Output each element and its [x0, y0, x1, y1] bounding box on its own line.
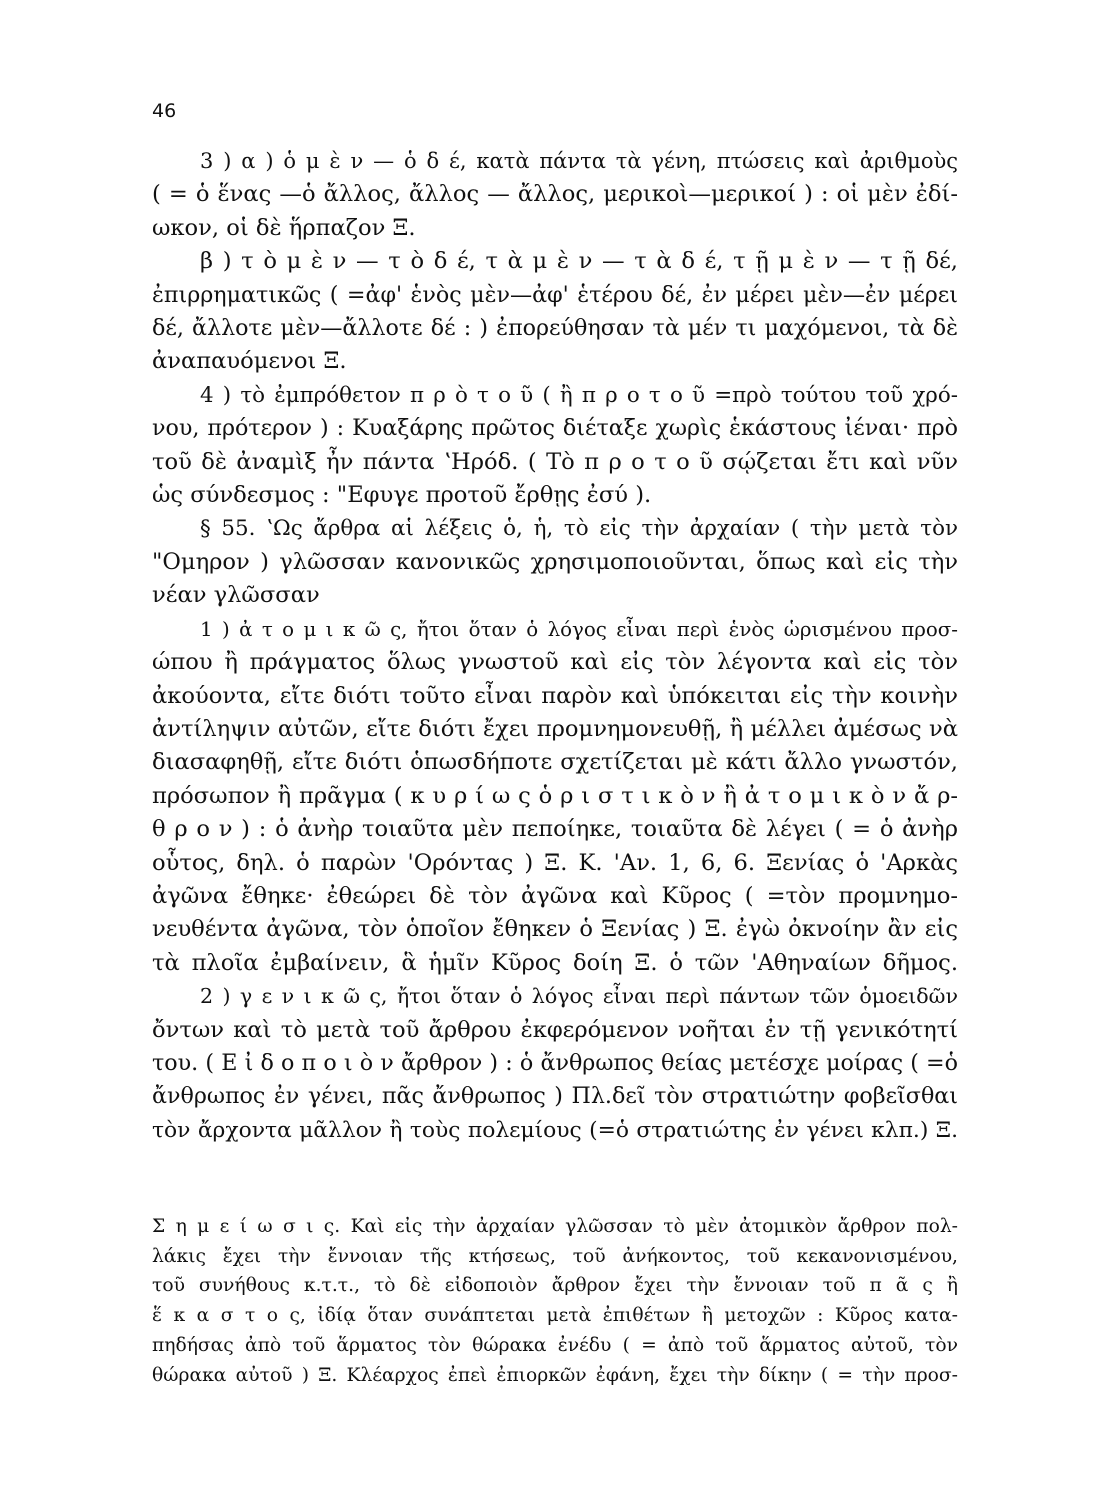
- text-line: 1 ) ἀ τ ο μ ι κ ῶ ς, ἤτοι ὅταν ὁ λόγος εἶναι περὶ ἑνὸς ὡρισμένου προσ-: [200, 617, 958, 641]
- text-line: ἀγῶνα ἔθηκε· ἐθεώρει δὲ τὸν ἀγῶνα καὶ Κῦρος ( =τὸν προμνημο-: [152, 882, 958, 909]
- text-line: πρόσωπον ἢ πρᾶγμα ( κ υ ρ ί ω ς ὁ ρ ι σ τ ι κ ὸ ν ἢ ἀ τ ο μ ι κ ὸ ν ἄ ρ-: [152, 782, 958, 809]
- page-number: 46: [152, 100, 177, 122]
- text-line: ὄντων καὶ τὸ μετὰ τοῦ ἄρθρου ἐκφερόμενον νοῆται ἐν τῇ γενικότητί: [152, 1016, 958, 1043]
- text-line: ὡς σύνδεσμος : "Εφυγε προτοῦ ἔρθῃς ἐσύ ).: [152, 482, 652, 509]
- text-line: 4 ) τὸ ἐμπρόθετον π ρ ὸ τ ο ῦ ( ἢ π ρ ο τ ο ῦ =πρὸ τούτου τοῦ χρό-: [200, 382, 958, 408]
- text-line: νευθέντα ἀγῶνα, τὸν ὁποῖον ἔθηκεν ὁ Ξενίας ) Ξ. ἐγὼ ὀκνοίην ἂν εἰς: [152, 916, 958, 943]
- text-line: ἀκούοντα, εἴτε διότι τοῦτο εἶναι παρὸν καὶ ὑπόκειται εἰς τὴν κοινὴν: [152, 682, 958, 709]
- text-line: "Ομηρον ) γλῶσσαν κανονικῶς χρησιμοποιοῦνται, ὅπως καὶ εἰς τὴν: [152, 548, 958, 575]
- text-line: δέ, ἄλλοτε μὲν—ἄλλοτε δέ : ) ἐπορεύθησαν τὰ μέν τι μαχόμενοι, τὰ δὲ: [152, 315, 958, 342]
- note-line: θώρακα αὐτοῦ ) Ξ. Κλέαρχος ἐπεὶ ἐπιορκῶν ἐφάνη, ἔχει τὴν δίκην ( = τὴν προσ-: [152, 1364, 958, 1386]
- note-line: πηδήσας ἀπὸ τοῦ ἅρματος τὸν θώρακα ἐνέδυ ( = ἀπὸ τοῦ ἅρματος αὐτοῦ, τὸν: [152, 1334, 958, 1356]
- section-heading-line: § 55. ʽΩς ἄρθρα αἱ λέξεις ὁ, ἡ, τὸ εἰς τὴν ἀρχαίαν ( τὴν μετὰ τὸν: [200, 516, 958, 542]
- note-line: λάκις ἔχει τὴν ἔννοιαν τῆς κτήσεως, τοῦ ἀνήκοντος, τοῦ κεκανονισμένου,: [152, 1245, 958, 1267]
- remark-block: [152, 1212, 958, 1390]
- text-line: 2 ) γ ε ν ι κ ῶ ς, ἤτοι ὅταν ὁ λόγος εἶναι περὶ πάντων τῶν ὁμοειδῶν: [200, 984, 958, 1009]
- main-text: [152, 145, 958, 1147]
- text-line: διασαφηθῇ, εἴτε διότι ὁπωσδήποτε σχετίζεται μὲ κάτι ἄλλο γνωστόν,: [152, 749, 958, 776]
- note-line: Σ η μ ε ί ω σ ι ς. Καὶ εἰς τὴν ἀρχαίαν γλῶσσαν τὸ μὲν ἀτομικὸν ἄρθρον πολ-: [152, 1216, 958, 1237]
- text-line: ώπου ἢ πράγματος ὅλως γνωστοῦ καὶ εἰς τὸν λέγοντα καὶ εἰς τὸν: [152, 649, 958, 676]
- text-line: νέαν γλῶσσαν: [152, 582, 320, 609]
- text-line: τὰ πλοῖα ἐμβαίνειν, ἃ ἡμῖν Κῦρος δοίη Ξ. ὁ τῶν 'Αθηναίων δῆμος.: [152, 949, 958, 976]
- text-line: τὸν ἄρχοντα μᾶλλον ἢ τοὺς πολεμίους (=ὁ στρατιώτης ἐν γένει κλπ.) Ξ.: [152, 1117, 958, 1143]
- text-line: ( = ὁ ἕνας —ὁ ἄλλος, ἄλλος — ἄλλος, μερικοὶ—μερικοί ) : οἱ μὲν ἐδί-: [152, 181, 958, 208]
- note-line: ἕ κ α σ τ ο ς, ἰδίᾳ ὅταν συνάπτεται μετὰ ἐπιθέτων ἢ μετοχῶν : Κῦρος κατα-: [152, 1305, 958, 1327]
- text-line: ἄνθρωπος ἐν γένει, πᾶς ἄνθρωπος ) Πλ.δεῖ τὸν στρατιώτην φοβεῖσθαι: [152, 1083, 958, 1110]
- text-line: 3 ) α ) ὁ μ ὲ ν — ὁ δ έ, κατὰ πάντα τὰ γένη, πτώσεις καὶ ἀριθμοὺς: [200, 149, 958, 173]
- text-line: ἐπιρρηματικῶς ( =ἀφ' ἑνὸς μὲν—ἀφ' ἑτέρου δέ, ἐν μέρει μὲν—ἐν μέρει: [152, 281, 958, 308]
- text-line: θ ρ ο ν ) : ὁ ἀνὴρ τοιαῦτα μὲν πεποίηκε, τοιαῦτα δὲ λέγει ( = ὁ ἀνὴρ: [152, 816, 958, 843]
- text-line: οὗτος, δηλ. ὁ παρὼν 'Ορόντας ) Ξ. Κ. 'Αν. 1, 6, 6. Ξενίας ὁ 'Αρκὰς: [152, 849, 958, 876]
- text-line: τοῦ δὲ ἀναμὶξ ἦν πάντα ʽΗρόδ. ( Τὸ π ρ ο τ ο ῦ σῴζεται ἔτι καὶ νῦν: [152, 448, 958, 475]
- note-line: τοῦ συνήθους κ.τ.τ., τὸ δὲ εἰδοποιὸν ἄρθρον ἔχει τὴν ἔννοιαν τοῦ π ᾶ ς ἢ: [152, 1275, 958, 1297]
- text-line: β ) τ ὸ μ ὲ ν — τ ὸ δ έ, τ ὰ μ ὲ ν — τ ὰ δ έ, τ ῇ μ ὲ ν — τ ῇ δέ,: [200, 248, 958, 275]
- text-line: ἀναπαυόμενοι Ξ.: [152, 348, 347, 375]
- text-line: του. ( Ε ἰ δ ο π ο ι ὸ ν ἄρθρον ) : ὁ ἄνθρωπος θείας μετέσχε μοίρας ( =ὁ: [152, 1049, 958, 1076]
- text-line: ωκον, οἱ δὲ ἥρπαζον Ξ.: [152, 214, 416, 241]
- text-line: νου, πρότερον ) : Κυαξάρης πρῶτος διέταξε χωρὶς ἑκάστους ἰέναι· πρὸ: [152, 415, 958, 442]
- text-line: ἀντίληψιν αὐτῶν, εἴτε διότι ἔχει προμνημονευθῇ, ἢ μέλλει ἀμέσως νὰ: [152, 715, 958, 742]
